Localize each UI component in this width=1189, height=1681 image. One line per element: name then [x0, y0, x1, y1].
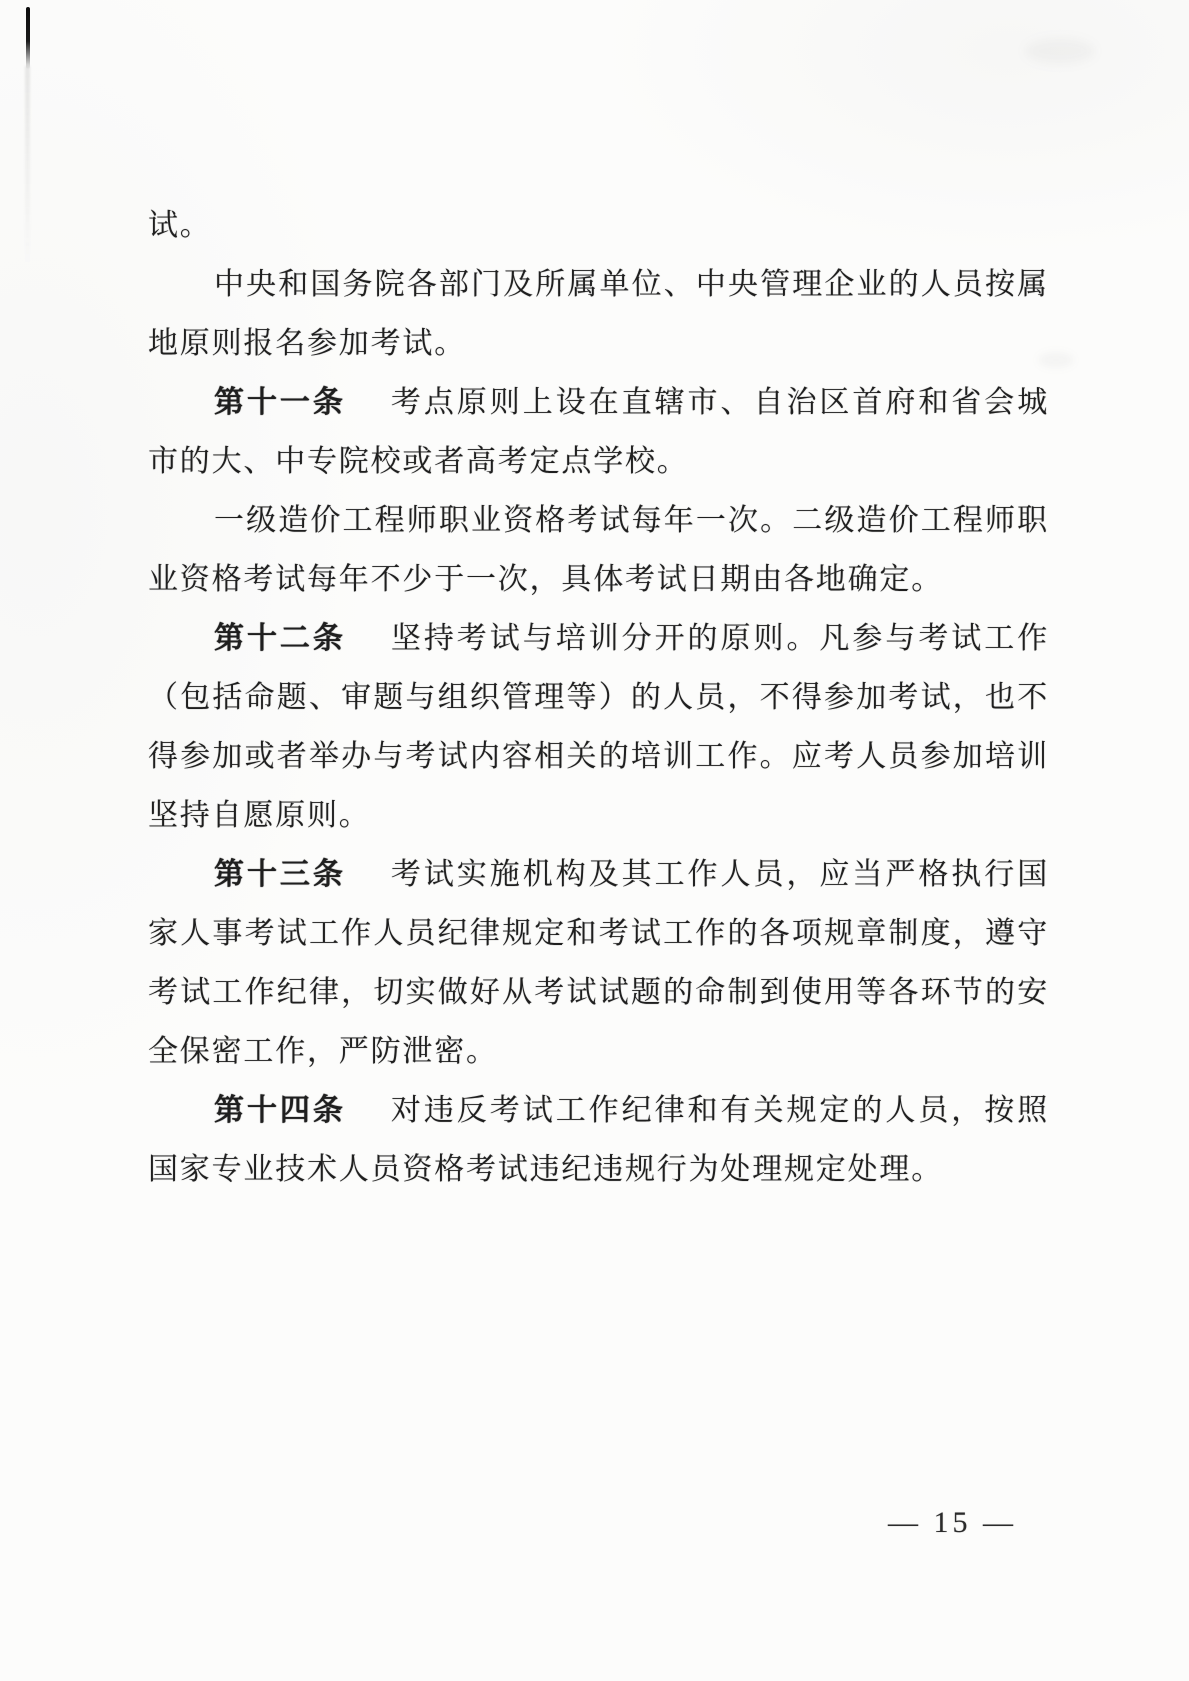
paragraph-text: 考试实施机构及其工作人员，应当严格执行国家人事考试工作人员纪律规定和考试工作的各项规章制度，遵守考试工作纪律，切实做好从考试试题的命制到使用等各环节的安全保密工作，严防泄密。	[148, 858, 1050, 1068]
article-number: 第十三条	[214, 858, 346, 891]
page-number: — 15 —	[888, 1506, 1017, 1539]
paragraph	[148, 609, 1049, 845]
scan-smudge	[1025, 38, 1095, 64]
paragraph-text: 一级造价工程师职业资格考试每年一次。二级造价工程师职业资格考试每年不少于一次，具体考试日期由各地确定。	[148, 504, 1049, 596]
paragraph-text: 对违反考试工作纪律和有关规定的人员，按照国家专业技术人员资格考试违纪违规行为处理规定处理。	[148, 1094, 1050, 1186]
article-number: 第十一条	[214, 386, 346, 419]
paragraph-text: 考点原则上设在直辖市、自治区首府和省会城市的大、中专院校或者高考定点学校。	[148, 386, 1050, 478]
paragraph-text: 试。	[148, 209, 212, 242]
paragraph-text: 中央和国务院各部门及所属单位、中央管理企业的人员按属地原则报名参加考试。	[148, 268, 1049, 360]
article-number: 第十二条	[214, 622, 346, 655]
document-body	[148, 196, 1049, 1199]
paragraph-text: 坚持考试与培训分开的原则。凡参与考试工作（包括命题、审题与组织管理等）的人员，不得参加考试，也不得参加或者举办与考试内容相关的培训工作。应考人员参加培训坚持自愿原则。	[148, 622, 1050, 832]
paragraph	[148, 491, 1049, 609]
paragraph	[148, 1081, 1049, 1199]
scan-artifact-line	[26, 7, 30, 69]
paragraph	[148, 845, 1049, 1081]
paragraph	[148, 373, 1049, 491]
paragraph	[148, 255, 1049, 373]
paragraph	[148, 196, 1049, 255]
scan-artifact-fade	[25, 66, 30, 266]
article-number: 第十四条	[214, 1094, 346, 1127]
